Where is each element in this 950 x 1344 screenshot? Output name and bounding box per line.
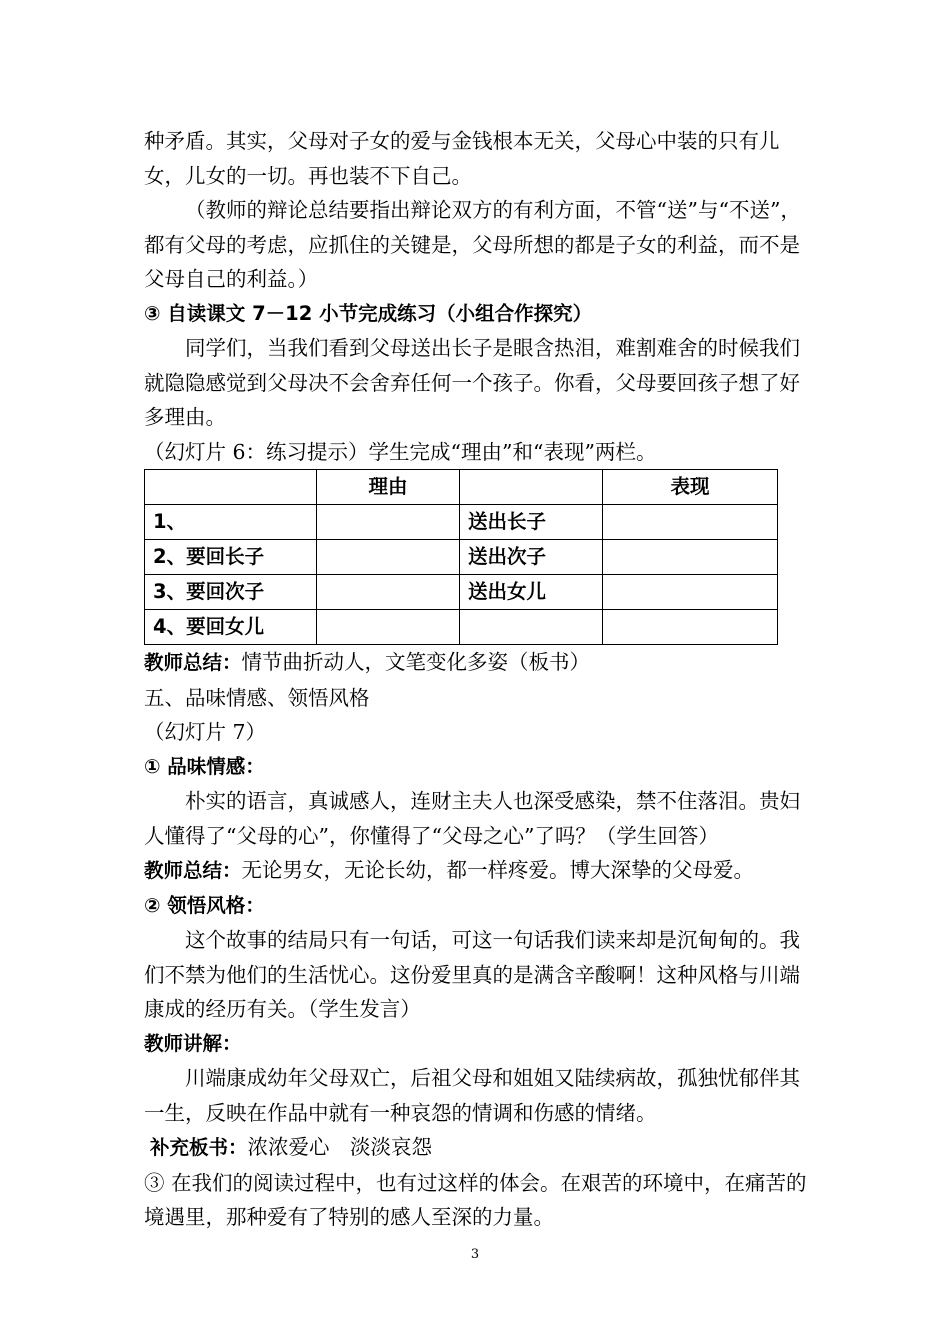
paragraph-emotion: 朴实的语言，真诚感人，连财主夫人也深受感染，禁不住落泪。贵妇人懂得了“父母的心”，你懂得了“父母之心”了吗？（学生回答） — [144, 789, 800, 848]
table-cell — [603, 575, 778, 610]
paragraph-contradiction: 种矛盾。其实，父母对子女的爱与金钱根本无关，父母心中装的只有儿女，儿女的一切。再也装不下自己。 — [144, 129, 780, 188]
table-cell — [317, 610, 460, 645]
table-cell — [317, 540, 460, 575]
table-cell — [460, 610, 603, 645]
paragraph-students: 同学们，当我们看到父母送出长子是眼含热泪，难割难舍的时候我们就隐隐感觉到父母决不会舍弃任何一个孩子。你看，父母要回孩子想了好多理由。 — [144, 336, 800, 429]
board-text: 浓浓爱心 淡淡哀怨 — [247, 1135, 433, 1159]
table-cell: 送出次子 — [460, 540, 603, 575]
teacher-summary-1 — [144, 645, 810, 681]
paragraph-slide6: （幻灯片 6：练习提示）学生完成“理由”和“表现”两栏。 — [144, 439, 657, 464]
table-cell — [603, 540, 778, 575]
exercise-table — [144, 469, 778, 645]
table-cell: 送出女儿 — [460, 575, 603, 610]
heading-style: ② 领悟风格： — [144, 893, 265, 917]
heading-self-read: ③ 自读课文 7－12 小节完成练习（小组合作探究） — [144, 301, 593, 325]
summary-label: 教师总结： — [144, 651, 242, 674]
table-header-cell: 表现 — [603, 470, 778, 505]
table-cell — [317, 505, 460, 540]
paragraph-teacher-note: （教师的辩论总结要指出辩论双方的有利方面，不管“送”与“不送”，都有父母的考虑，应抓住的关键是，父母所想的都是子女的利益，而不是父母自己的利益。） — [144, 198, 801, 291]
heading-emotion: ① 品味情感： — [144, 754, 265, 778]
slide7-note: （幻灯片 7） — [144, 720, 267, 744]
table-header-row — [145, 470, 778, 505]
table-header-cell — [460, 470, 603, 505]
heading-explain: 教师讲解： — [144, 1031, 242, 1055]
paragraph-style: 这个故事的结局只有一句话，可这一句话我们读来却是沉甸甸的。我们不禁为他们的生活忧心。这份爱里真的是满含辛酸啊！这种风格与川端康成的经历有关。（学生发言） — [144, 928, 800, 1021]
table-row — [145, 505, 778, 540]
table-cell: 2、要回长子 — [145, 540, 317, 575]
section-five-heading: 五、品味情感、领悟风格 — [144, 685, 370, 710]
table-cell: 3、要回次子 — [145, 575, 317, 610]
board-supplement — [144, 1130, 810, 1166]
table-row — [145, 540, 778, 575]
table-row — [145, 575, 778, 610]
table-header-cell: 理由 — [317, 470, 460, 505]
table-header-cell — [145, 470, 317, 505]
teacher-summary-2 — [144, 853, 810, 889]
table-cell: 4、要回女儿 — [145, 610, 317, 645]
table-row — [145, 610, 778, 645]
summary-label: 教师总结： — [144, 859, 242, 882]
paragraph-last: ③ 在我们的阅读过程中，也有过这样的体会。在艰苦的环境中，在痛苦的境遇里，那种爱有了特别的感人至深的力量。 — [144, 1170, 807, 1229]
paragraph-explain: 川端康成幼年父母双亡，后祖父母和姐姐又陆续病故，孤独忧郁伴其一生，反映在作品中就有一种哀怨的情调和伤感的情绪。 — [144, 1066, 800, 1125]
table-cell — [317, 575, 460, 610]
table-cell — [603, 505, 778, 540]
table-cell: 1、 — [145, 505, 317, 540]
board-label: 补充板书： — [150, 1136, 248, 1159]
page-content — [144, 124, 810, 1235]
table-cell: 送出长子 — [460, 505, 603, 540]
summary-text: 情节曲折动人，文笔变化多姿（板书） — [241, 650, 591, 674]
table-cell — [603, 610, 778, 645]
page-number: 3 — [470, 1247, 480, 1262]
summary-text: 无论男女，无论长幼，都一样疼爱。博大深挚的父母爱。 — [241, 858, 755, 882]
